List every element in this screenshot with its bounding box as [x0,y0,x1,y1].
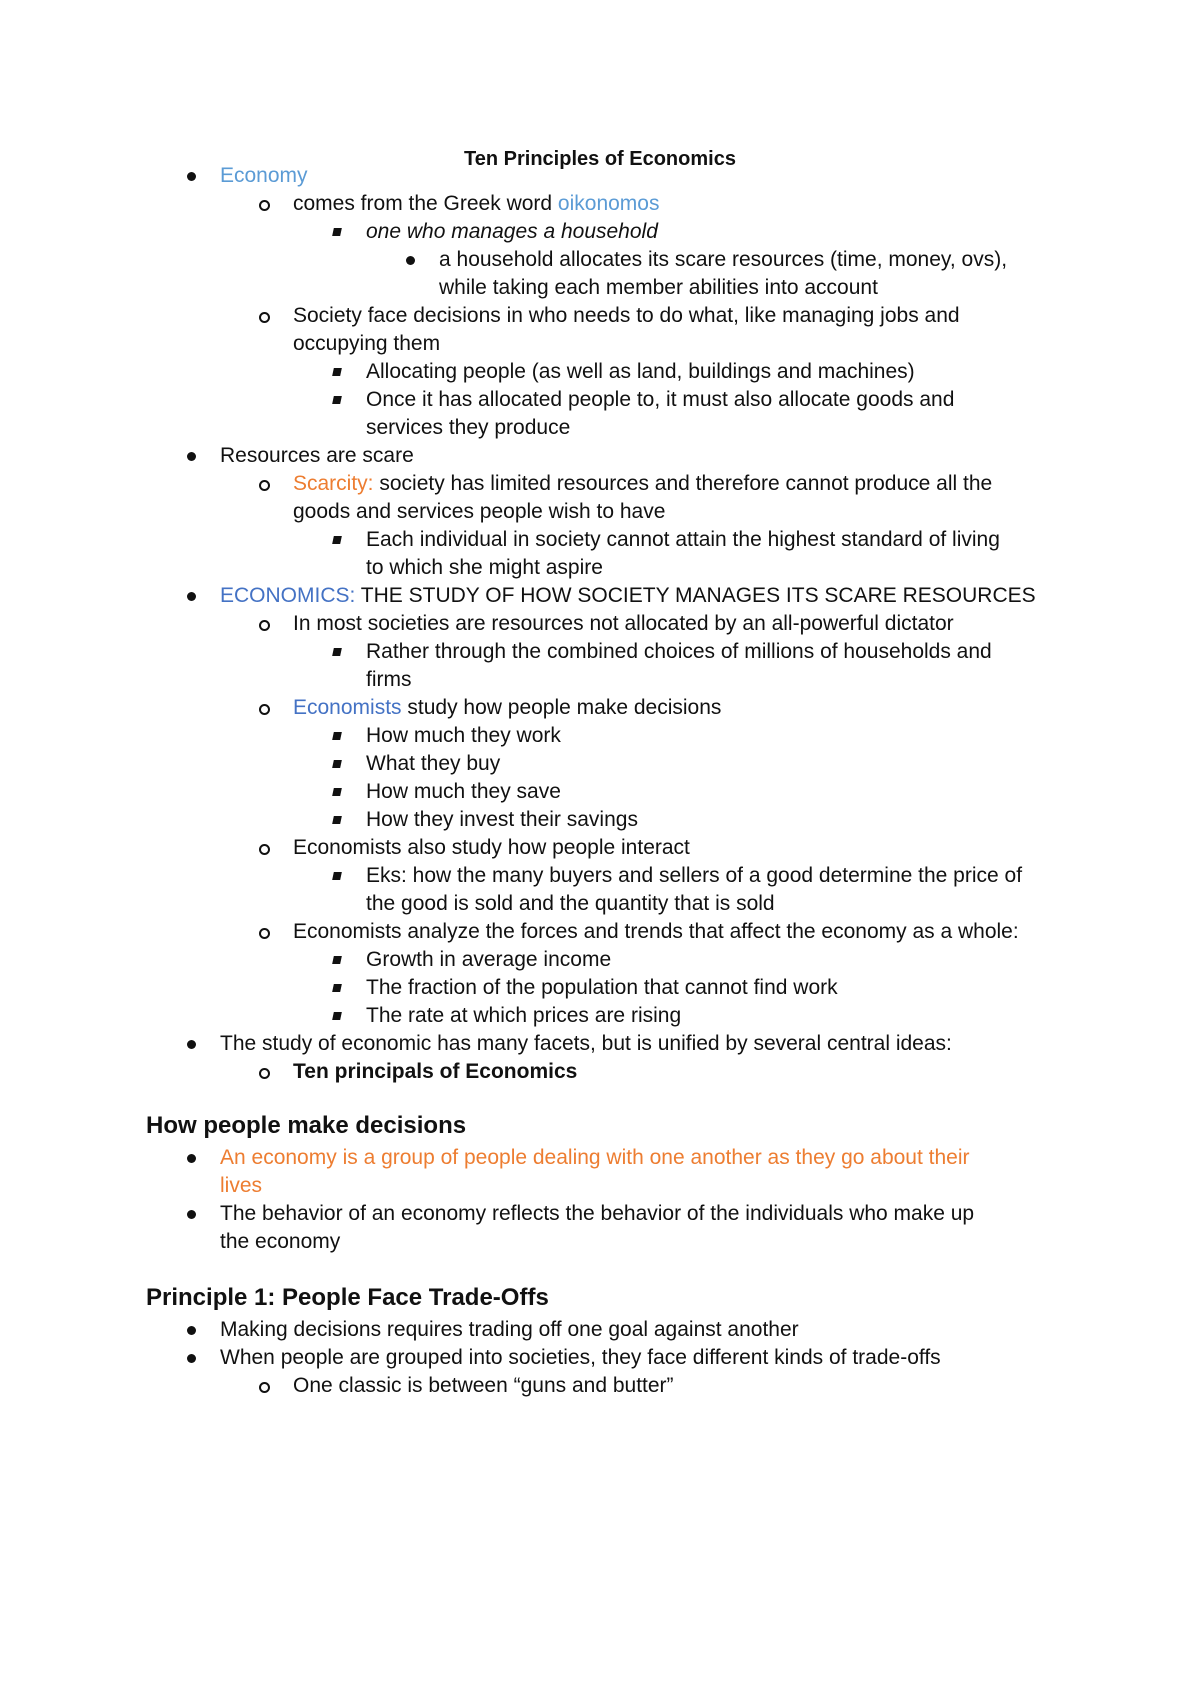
list-item [293,470,992,498]
list-item [293,1058,577,1086]
text: Making decisions requires trading off one goal against another [220,1318,799,1341]
bullet-icon [187,1354,196,1363]
square-bullet-icon [332,872,342,880]
list-item [439,246,1007,274]
text-continuation: the good is sold and the quantity that is sold [366,892,775,915]
list-item [366,778,561,806]
circle-bullet-icon [259,1382,270,1393]
list-item [366,526,1000,554]
term-economics: ECONOMICS: [220,584,356,607]
list-item [366,862,1022,890]
list-item [366,358,915,386]
bullet-icon [406,256,415,265]
text: Economists analyze the forces and trends that affect the economy as a whole: [293,920,1019,943]
circle-bullet-icon [259,844,270,855]
list-item [293,190,659,218]
list-item [220,1316,799,1344]
text: The behavior of an economy reflects the behavior of the individuals who make up [220,1202,975,1225]
list-item [220,1030,952,1058]
list-item [366,638,992,666]
term-economists: Economists [293,696,402,719]
section-heading: How people make decisions [146,1112,467,1139]
text: THE STUDY OF HOW SOCIETY MANAGES ITS SCARE RESOURCES [355,584,1036,607]
square-bullet-icon [332,1012,342,1020]
list-item [293,918,1019,946]
text: society has limited resources and therefore cannot produce all the [373,472,993,495]
text: Once it has allocated people to, it must also allocate goods and [366,388,955,411]
bullet-icon [187,1326,196,1335]
list-item [220,582,1036,610]
term-oikonomos: oikonomos [557,192,660,215]
text: In most societies are resources not allocated by an all-powerful dictator [293,612,954,635]
square-bullet-icon [332,984,342,992]
list-item [366,946,611,974]
bullet-icon [187,1040,196,1049]
text: The rate at which prices are rising [366,1004,682,1027]
list-item [293,610,954,638]
text-continuation: firms [366,668,412,691]
circle-bullet-icon [259,704,270,715]
square-bullet-icon [332,732,342,740]
text: How much they save [366,780,561,803]
list-item [220,1144,970,1172]
square-bullet-icon [332,648,342,656]
text: Society face decisions in who needs to do what, like managing jobs and [293,304,960,327]
square-bullet-icon [332,760,342,768]
square-bullet-icon [332,396,342,404]
page-title: Ten Principles of Economics [464,148,736,170]
text-continuation: occupying them [293,332,441,355]
bullet-icon [187,1210,196,1219]
bullet-icon [187,592,196,601]
square-bullet-icon [332,816,342,824]
list-item [366,1002,681,1030]
circle-bullet-icon [259,480,270,491]
list-item [220,442,414,470]
text: Growth in average income [366,948,612,971]
text: The fraction of the population that cannot find work [366,976,838,999]
text: When people are grouped into societies, they face different kinds of trade-offs [220,1346,941,1369]
circle-bullet-icon [259,312,270,323]
text-continuation: to which she might aspire [366,556,603,579]
text-continuation: the economy [220,1230,341,1253]
text: one who manages a household [366,220,658,243]
text: Each individual in society cannot attain the highest standard of living [366,528,1000,551]
square-bullet-icon [332,228,342,236]
text: Ten principals of Economics [293,1060,578,1083]
circle-bullet-icon [259,1068,270,1079]
circle-bullet-icon [259,620,270,631]
text: Resources are scare [220,444,414,467]
list-item [366,974,838,1002]
circle-bullet-icon [259,200,270,211]
text: What they buy [366,752,501,775]
list-item [366,750,500,778]
list-item [220,1200,974,1228]
text-continuation: services they produce [366,416,571,439]
text: Eks: how the many buyers and sellers of a good determine the price of [366,864,1023,887]
list-item [366,386,954,414]
text-continuation: while taking each member abilities into account [439,276,878,299]
list-item [366,806,638,834]
circle-bullet-icon [259,928,270,939]
bullet-icon [187,1154,196,1163]
list-item [366,722,561,750]
text: a household allocates its scare resources (time, money, ovs), [439,248,1008,271]
list-item [366,218,658,246]
text: An economy is a group of people dealing with one another as they go about their [220,1146,970,1169]
text: How much they work [366,724,561,747]
list-item [220,162,308,190]
square-bullet-icon [332,368,342,376]
bullet-icon [187,452,196,461]
list-item [293,694,721,722]
text: The study of economic has many facets, but is unified by several central ideas: [220,1032,952,1055]
list-item [220,1344,941,1372]
list-item [293,1372,674,1400]
text: Allocating people (as well as land, buildings and machines) [366,360,915,383]
text: Economists also study how people interact [293,836,690,859]
square-bullet-icon [332,788,342,796]
text: One classic is between “guns and butter” [293,1374,674,1397]
bullet-icon [187,172,196,181]
term-economy: Economy [220,164,308,187]
text: study how people make decisions [401,696,722,719]
list-item [293,834,690,862]
text: How they invest their savings [366,808,638,831]
section-heading: Principle 1: People Face Trade-Offs [146,1284,549,1311]
term-scarcity: Scarcity: [293,472,374,495]
text-continuation: lives [220,1174,263,1197]
text: comes from the Greek word [293,192,558,215]
text-continuation: goods and services people wish to have [293,500,666,523]
text: Rather through the combined choices of millions of households and [366,640,992,663]
square-bullet-icon [332,536,342,544]
list-item [293,302,960,330]
square-bullet-icon [332,956,342,964]
